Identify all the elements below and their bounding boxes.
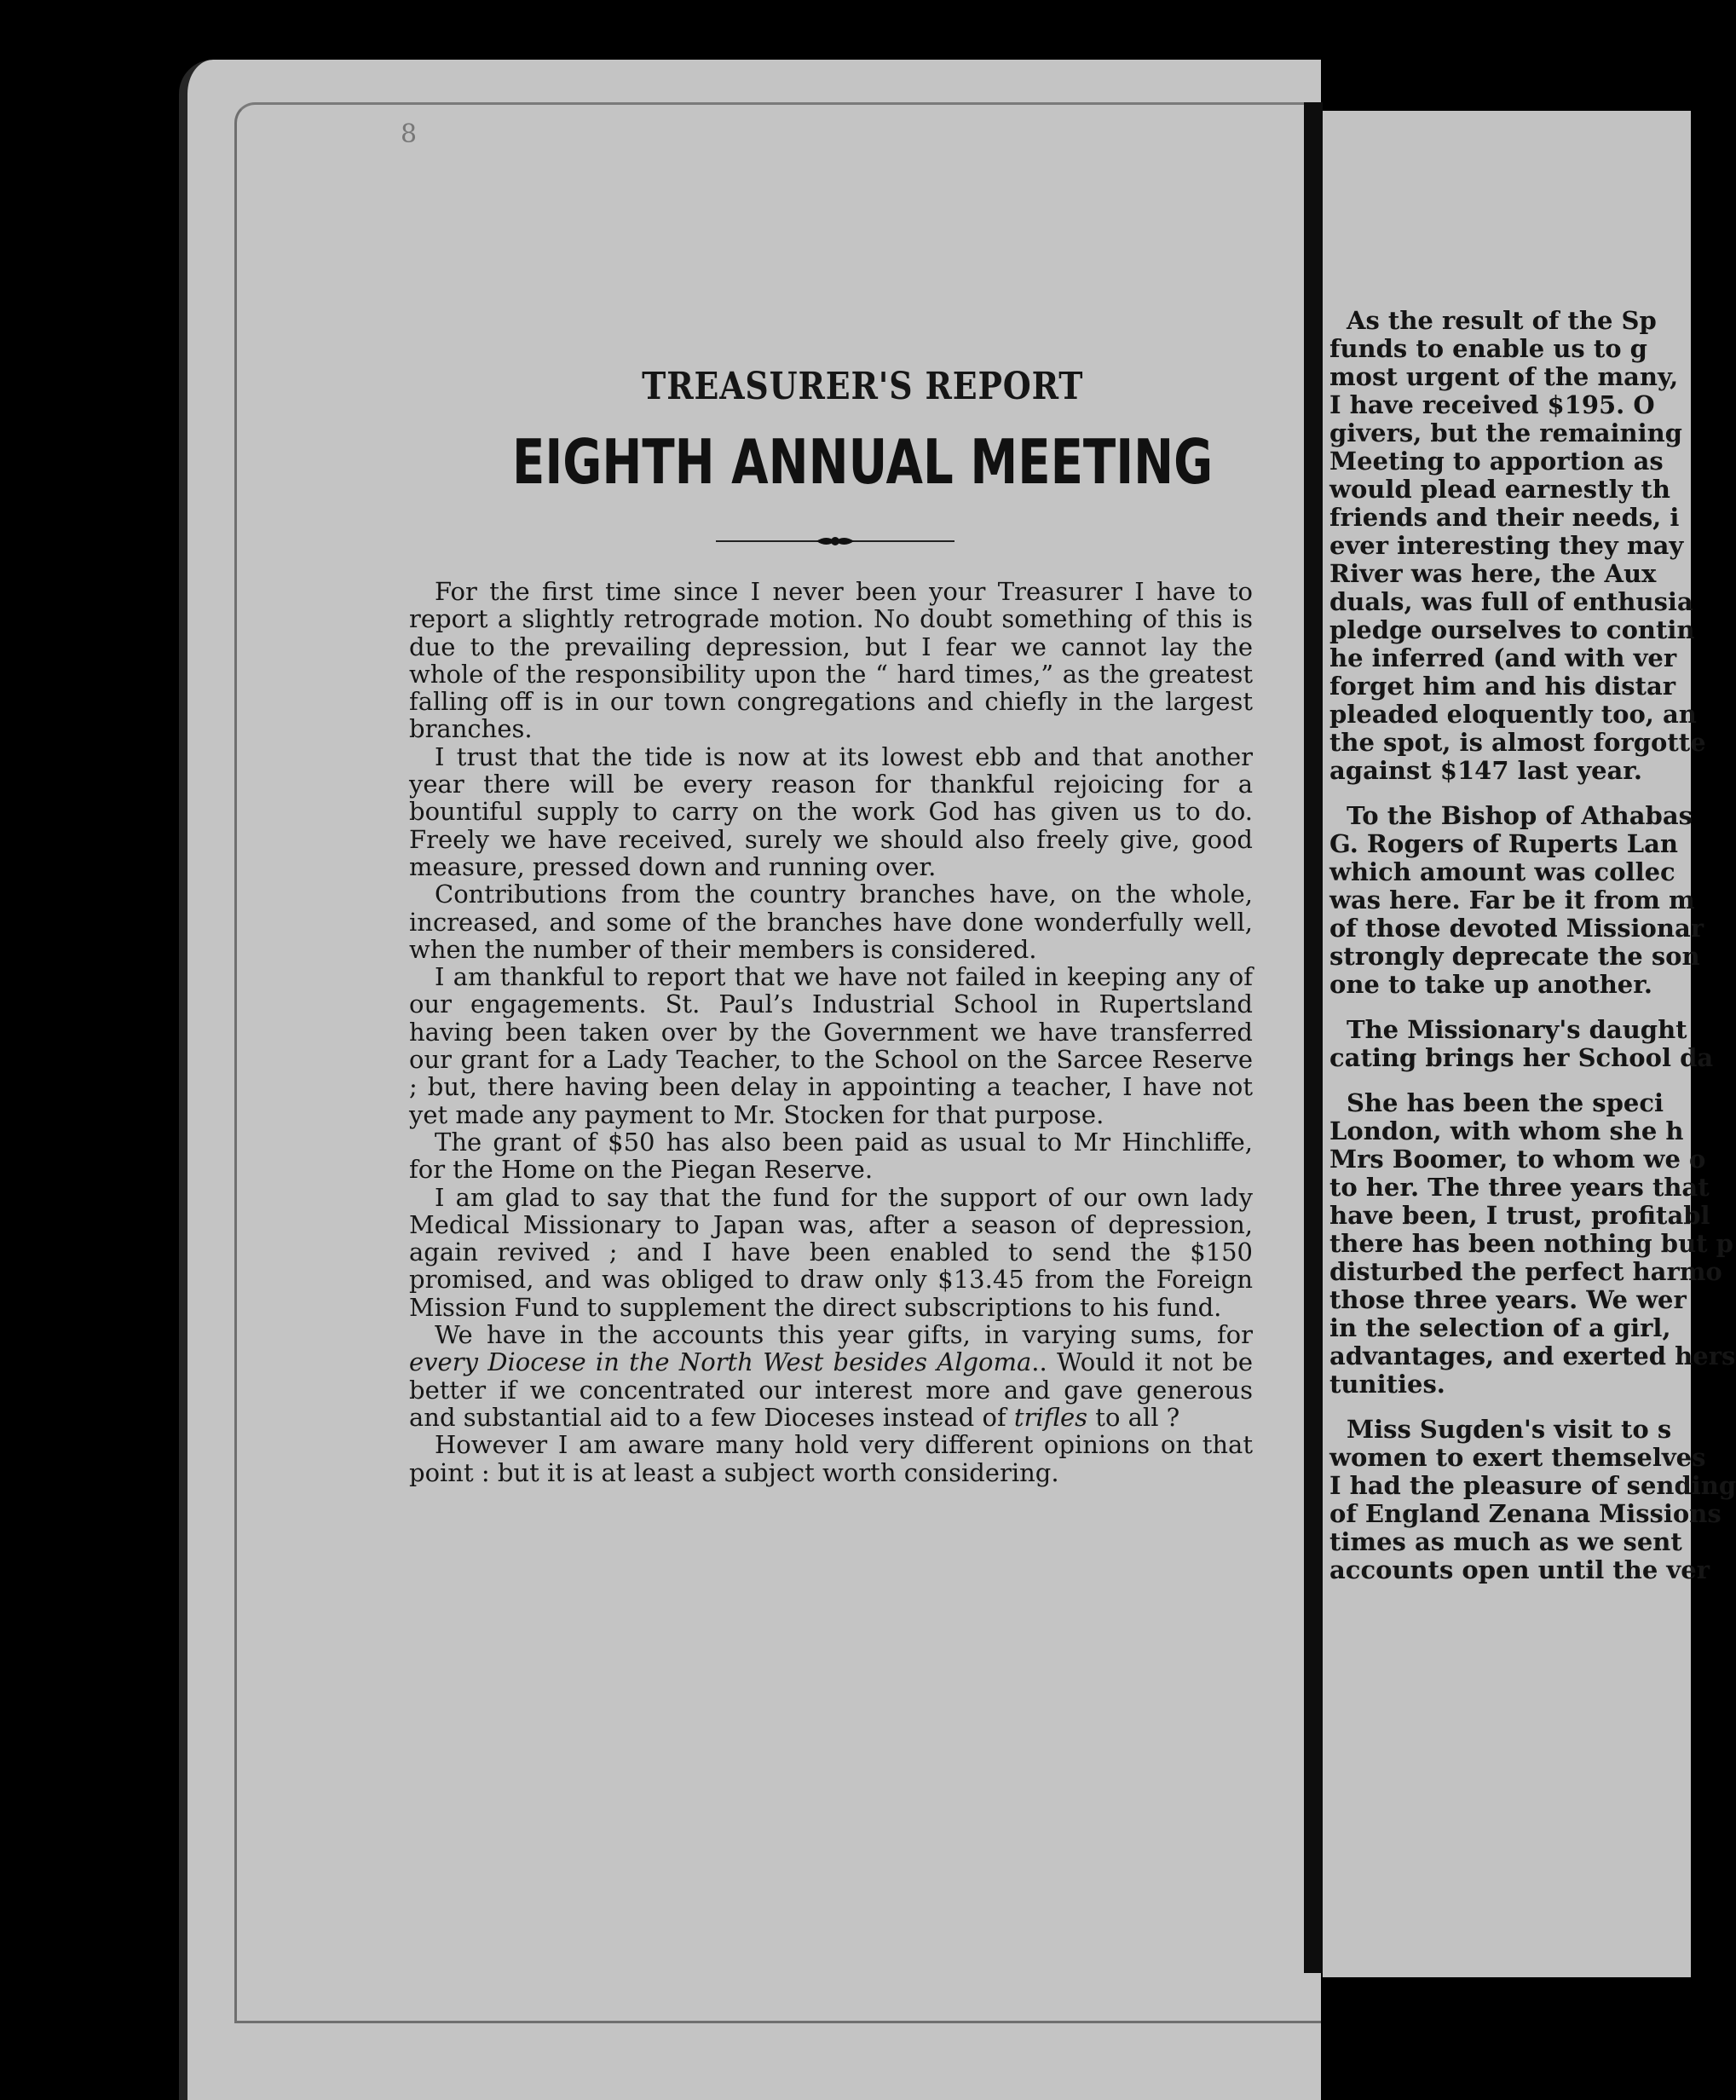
right-column-line: pleaded eloquently too, an bbox=[1329, 700, 1697, 729]
right-column-line: River was here, the Aux bbox=[1329, 559, 1657, 588]
paragraph-text: The grant of $50 has also been paid as usual to Mr Hinchliffe, for the Home on the Piegan Reserve. bbox=[409, 1127, 1253, 1185]
report-paragraph bbox=[409, 1321, 1253, 1431]
report-paragraph bbox=[409, 743, 1253, 880]
paragraph-text: I trust that the tide is now at its lowest ebb and that another year there will be every reason for thankful rejoicing for a bountiful supply to carry on the work God has given us to do. Freely we have received, surely we should also freely give, good measure, pressed down and running over. bbox=[409, 741, 1253, 881]
right-column-line: have been, I trust, profitabl bbox=[1329, 1201, 1710, 1230]
report-paragraph bbox=[409, 1431, 1253, 1486]
right-column-line: against $147 last year. bbox=[1329, 756, 1643, 785]
adjacent-column-text bbox=[1329, 306, 1736, 1584]
right-column-line: most urgent of the many, bbox=[1329, 362, 1679, 391]
paragraph-text: to all ? bbox=[1087, 1402, 1180, 1432]
right-column-line: advantages, and exerted hers bbox=[1329, 1341, 1736, 1370]
right-column-line: tunities. bbox=[1329, 1370, 1445, 1399]
meeting-headline: EIGHTH ANNUAL MEETING bbox=[511, 426, 1214, 498]
report-paragraph bbox=[409, 1128, 1253, 1184]
right-column-line: there has been nothing but p bbox=[1329, 1229, 1733, 1258]
right-column-line: those three years. We wer bbox=[1329, 1285, 1687, 1314]
right-column-line: of England Zenana Missions bbox=[1329, 1499, 1722, 1528]
right-column-line: friends and their needs, i bbox=[1329, 503, 1680, 532]
right-column-line: I have received $195. O bbox=[1329, 390, 1655, 419]
paragraph-text: For the first time since I never been your Treasurer I have to report a slightly retrograde motion. No doubt something of this is due to the prevailing depression, but I fear we cannot lay the whole of the responsibility upon the “ hard times,” as the greatest falling off is in our town congregations and chiefly in the largest branches. bbox=[409, 577, 1253, 744]
report-paragraph bbox=[409, 880, 1253, 963]
right-column-line: duals, was full of enthusia bbox=[1329, 587, 1693, 616]
paragraph-gap bbox=[1329, 785, 1704, 802]
right-column-line: one to take up another. bbox=[1329, 970, 1652, 999]
ornament-rule bbox=[716, 533, 955, 550]
paragraph-text: I am thankful to report that we have not failed in keeping any of our engagements. St. Paul’s Industrial School in Rupertsland having been taken over by the Government we have transferred our grant for a Lady Teacher, to the School on the Sarcee Reserve ; but, there having been delay in appointing a teacher, I have not yet made any payment to Mr. Stocken for that purpose. bbox=[409, 962, 1253, 1129]
right-column-line: which amount was collec bbox=[1329, 857, 1675, 886]
paragraph-text: I am glad to say that the fund for the support of our own lady Medical Missionary to Japan was, after a season of depression, again revived ; and I have been enabled to send the $150 promised, and was obliged to draw only $13.45 from the Foreign Mission Fund to supplement the direct subscriptions to his fund. bbox=[409, 1182, 1253, 1322]
paragraph-gap bbox=[1329, 1072, 1704, 1089]
right-column-line: cating brings her School da bbox=[1329, 1043, 1714, 1072]
report-body bbox=[409, 578, 1253, 1486]
right-column-line: As the result of the Sp bbox=[1347, 306, 1657, 335]
right-column-line: She has been the speci bbox=[1347, 1088, 1664, 1117]
paragraph-text: However I am aware many hold very different opinions on that point : but it is at least a subject worth considering. bbox=[409, 1430, 1253, 1487]
right-column-line: funds to enable us to g bbox=[1329, 334, 1647, 363]
report-title: TREASURER'S REPORT bbox=[641, 365, 1084, 408]
right-column-line: of those devoted Missionar bbox=[1329, 914, 1704, 943]
right-column-line: pledge ourselves to contin bbox=[1329, 615, 1695, 644]
paragraph-text: We have in the accounts this year gifts, in varying sums, for bbox=[435, 1320, 1253, 1350]
right-column-line: Meeting to apportion as bbox=[1329, 447, 1664, 476]
right-column-line: strongly deprecate the son bbox=[1329, 942, 1700, 971]
right-column-line: Mrs Boomer, to whom we o bbox=[1329, 1145, 1706, 1174]
right-column-line: To the Bishop of Athabas bbox=[1347, 801, 1693, 830]
right-column-line: accounts open until the ver bbox=[1329, 1555, 1710, 1584]
emphasis-text: trifles bbox=[1013, 1402, 1088, 1432]
right-column-line: G. Rogers of Ruperts Lan bbox=[1329, 829, 1678, 858]
paragraph-gap bbox=[1329, 1399, 1704, 1416]
right-column-line: to her. The three years that bbox=[1329, 1173, 1710, 1202]
right-column-line: women to exert themselves bbox=[1329, 1443, 1706, 1472]
right-column-line: would plead earnestly th bbox=[1329, 475, 1670, 504]
right-column-line: was here. Far be it from m bbox=[1329, 886, 1695, 914]
page-number: 8 bbox=[401, 119, 418, 149]
report-paragraph bbox=[409, 1184, 1253, 1321]
report-paragraph bbox=[409, 578, 1253, 743]
right-column-line: The Missionary's daught bbox=[1347, 1015, 1687, 1044]
right-column-line: London, with whom she h bbox=[1329, 1116, 1684, 1145]
right-column-line: ever interesting they may bbox=[1329, 531, 1684, 560]
right-column-line: times as much as we sent bbox=[1329, 1527, 1682, 1556]
right-column-line: I had the pleasure of sending bbox=[1329, 1471, 1736, 1500]
right-column-line: the spot, is almost forgotte bbox=[1329, 728, 1706, 757]
emphasis-text: every Diocese in the North West besides Algoma bbox=[409, 1347, 1032, 1377]
paragraph-gap bbox=[1329, 999, 1704, 1016]
right-column-line: Miss Sugden's visit to s bbox=[1347, 1415, 1672, 1444]
paragraph-text: Contributions from the country branches have, on the whole, increased, and some of the branches have done wonderfully well, when the number of their members is considered. bbox=[409, 880, 1253, 964]
right-column-line: in the selection of a girl, bbox=[1329, 1313, 1671, 1342]
right-column-line: forget him and his distar bbox=[1329, 672, 1676, 701]
right-column-line: disturbed the perfect harmo bbox=[1329, 1257, 1722, 1286]
paragraph-text: .. Would it not be better if we concentrated our interest more and gave generous and substantial aid to a few Dioceses instead of bbox=[409, 1347, 1253, 1432]
right-column-line: givers, but the remaining bbox=[1329, 418, 1682, 447]
report-paragraph bbox=[409, 963, 1253, 1128]
right-column-line: he inferred (and with ver bbox=[1329, 643, 1677, 672]
